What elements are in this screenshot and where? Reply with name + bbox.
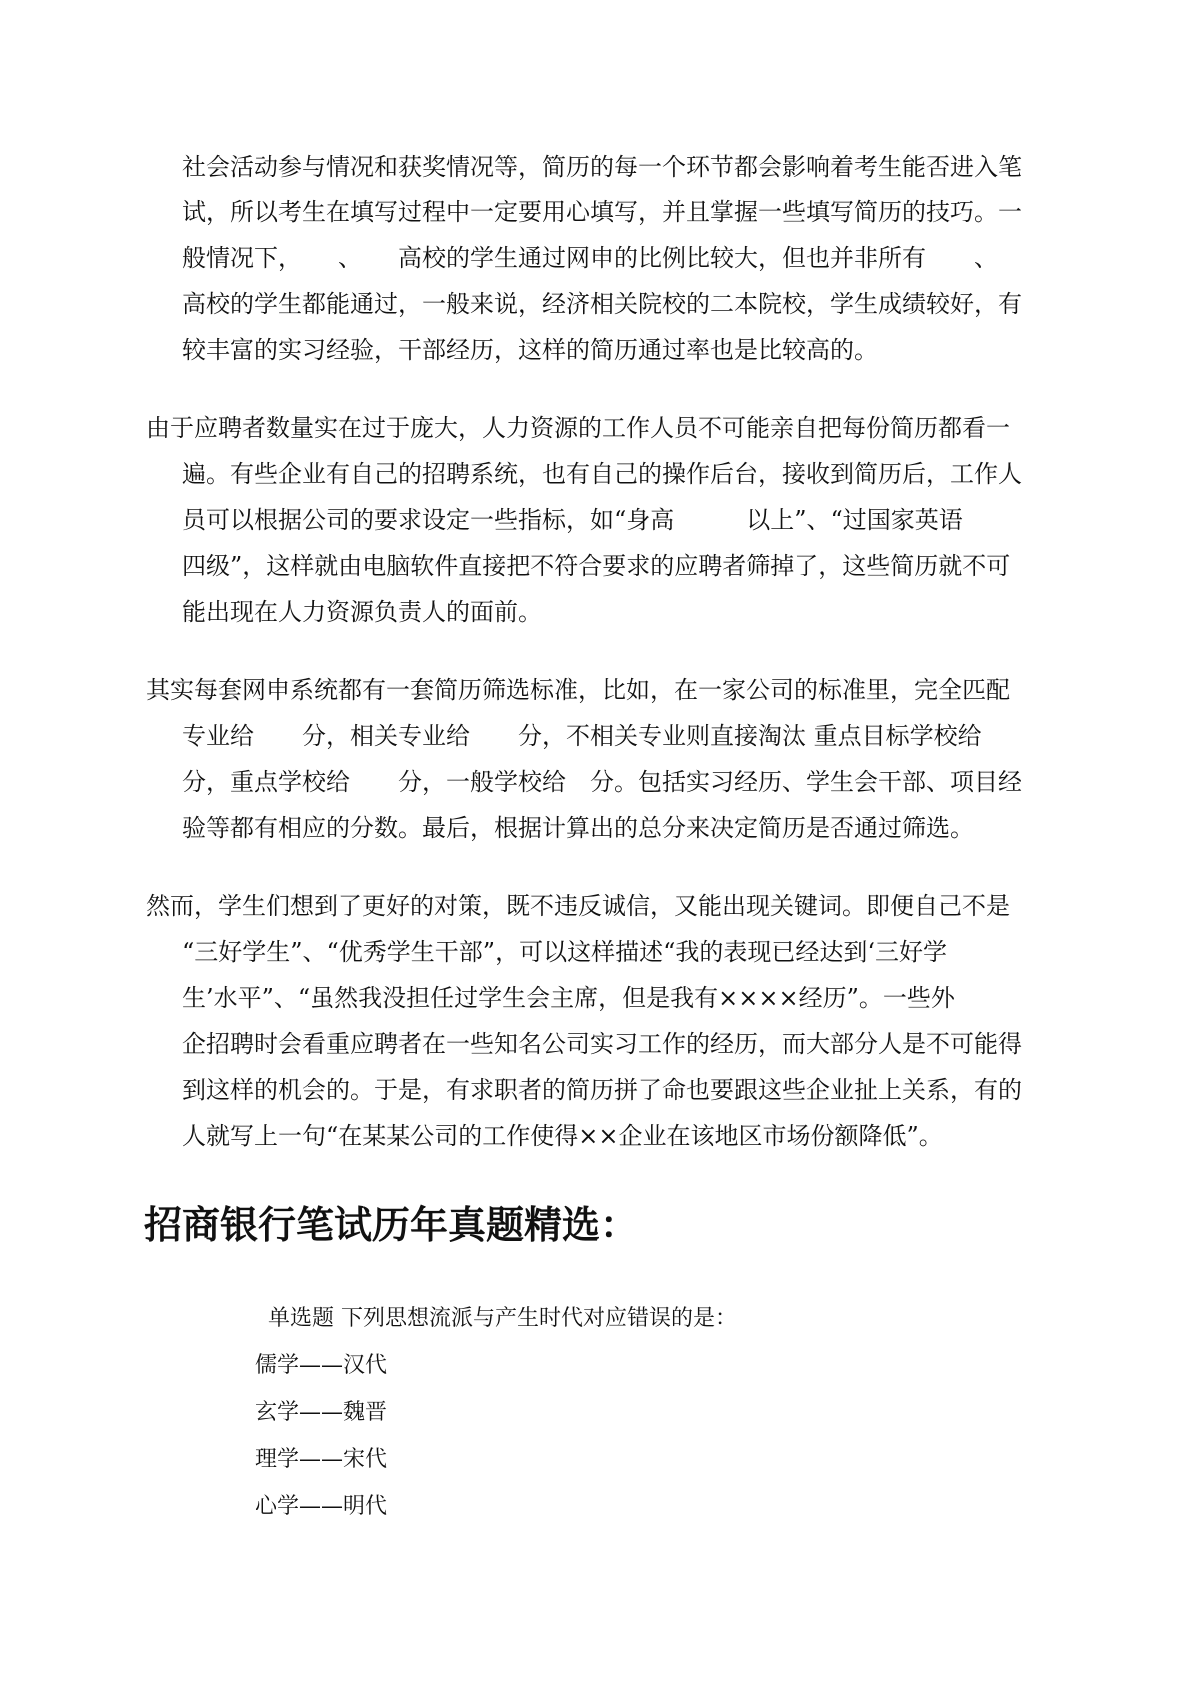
section-heading: 招商银行笔试历年真题精选： <box>144 1202 639 1247</box>
text-line: 般情况下， 、 高校的学生通过网申的比例比较大，但也并非所有 、 <box>182 244 998 272</box>
answer-option: 玄学——魏晋 <box>255 1400 388 1425</box>
text-line: 较丰富的实习经验，干部经历，这样的简历通过率也是比较高的。 <box>182 336 878 364</box>
text-line: 遍。有些企业有自己的招聘系统，也有自己的操作后台，接收到简历后，工作人 <box>182 460 1022 488</box>
text-line: 人就写上一句“在某某公司的工作使得××企业在该地区市场份额降低”。 <box>182 1122 943 1150</box>
answer-option: 儒学——汉代 <box>255 1353 388 1378</box>
text-line: 高校的学生都能通过，一般来说，经济相关院校的二本院校，学生成绩较好，有 <box>182 290 1022 318</box>
text-line: 验等都有相应的分数。最后，根据计算出的总分来决定简历是否通过筛选。 <box>182 814 974 842</box>
text-line: 四级”，这样就由电脑软件直接把不符合要求的应聘者筛掉了，这些简历就不可 <box>182 552 1011 580</box>
text-line: 分，重点学校给 分，一般学校给 分。包括实习经历、学生会干部、项目经 <box>182 768 1022 796</box>
text-line: 然而，学生们想到了更好的对策，既不违反诚信，又能出现关键词。即便自己不是 <box>146 892 1010 920</box>
text-line: 专业给 分，相关专业给 分，不相关专业则直接淘汰 重点目标学校给 <box>182 722 982 750</box>
answer-option: 理学——宋代 <box>255 1447 388 1472</box>
text-line: 能出现在人力资源负责人的面前。 <box>182 598 542 626</box>
text-line: 由于应聘者数量实在过于庞大，人力资源的工作人员不可能亲自把每份简历都看一 <box>146 414 1010 442</box>
answer-option: 心学——明代 <box>255 1494 388 1519</box>
text-line: 到这样的机会的。于是，有求职者的简历拼了命也要跟这些企业扯上关系，有的 <box>182 1076 1022 1104</box>
text-line: 试，所以考生在填写过程中一定要用心填写，并且掌握一些填写简历的技巧。一 <box>182 198 1022 226</box>
text-line: 生’水平”、“虽然我没担任过学生会主席，但是我有××××经历”。一些外 <box>182 984 955 1012</box>
text-line: “三好学生”、“优秀学生干部”，可以这样描述“我的表现已经达到‘三好学 <box>182 938 947 966</box>
text-line: 员可以根据公司的要求设定一些指标，如“身高 以上”、“过国家英语 <box>182 506 963 534</box>
text-line: 社会活动参与情况和获奖情况等，简历的每一个环节都会影响着考生能否进入笔 <box>182 153 1022 181</box>
question-stem: 单选题 下列思想流派与产生时代对应错误的是： <box>268 1306 737 1331</box>
text-line: 其实每套网申系统都有一套简历筛选标准，比如，在一家公司的标准里，完全匹配 <box>146 676 1010 704</box>
text-line: 企招聘时会看重应聘者在一些知名公司实习工作的经历，而大部分人是不可能得 <box>182 1030 1022 1058</box>
